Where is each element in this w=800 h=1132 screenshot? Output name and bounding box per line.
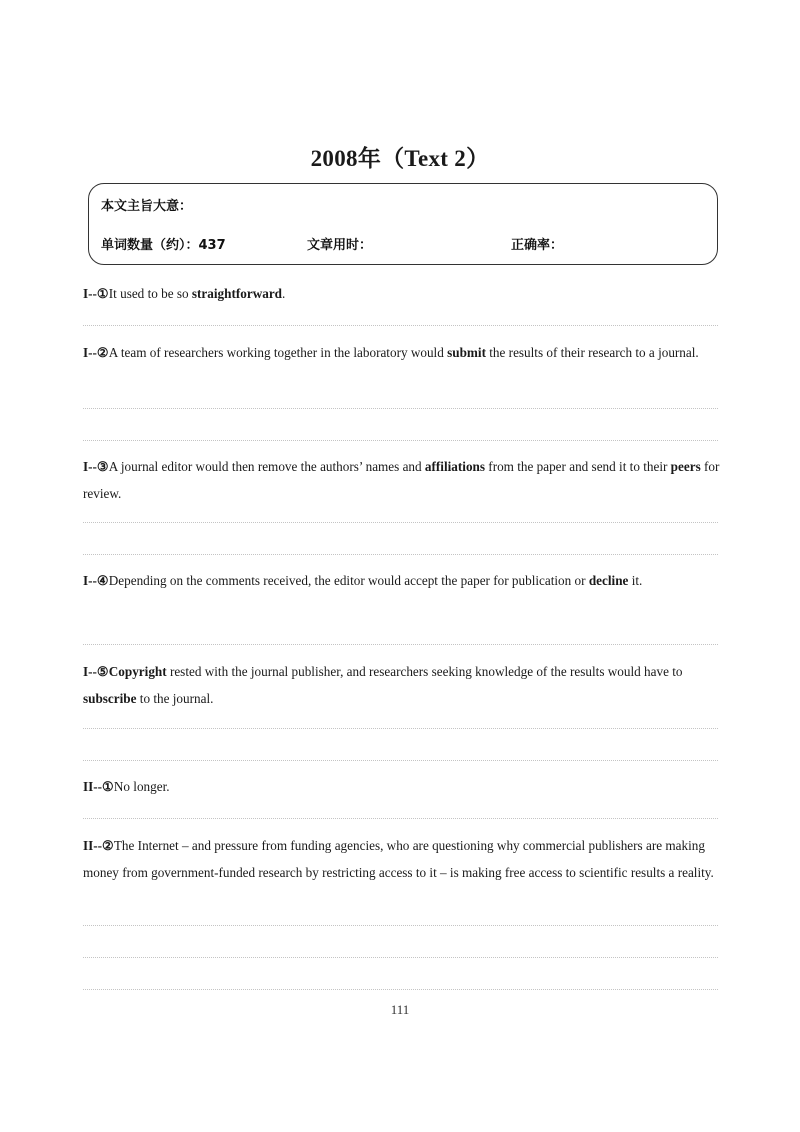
sentence-text: to the journal. xyxy=(136,691,214,706)
sentence-6 xyxy=(83,773,723,800)
sentence-text: from the paper and send it to their xyxy=(485,459,671,474)
answer-line xyxy=(83,957,718,958)
vocab-keyword: straightforward xyxy=(191,286,283,301)
sentence-marker: I--① xyxy=(83,286,109,301)
vocab-keyword: peers xyxy=(670,459,701,474)
summary-box xyxy=(88,183,718,265)
vocab-keyword: Copyright xyxy=(108,664,167,679)
answer-line xyxy=(83,325,718,326)
sentence-text: A team of researchers working together in the laboratory would xyxy=(108,345,448,360)
vocab-keyword: subscribe xyxy=(83,691,137,706)
answer-line xyxy=(83,728,718,729)
sentence-text: it. xyxy=(628,573,643,588)
sentence-text: A journal editor would then remove the authors’ names and xyxy=(108,459,425,474)
answer-line xyxy=(83,989,718,990)
main-idea-label: 本文主旨大意： xyxy=(101,199,193,214)
answer-line xyxy=(83,760,718,761)
answer-line xyxy=(83,818,718,819)
word-count-label: 单词数量（约）：437 xyxy=(101,238,226,253)
sentence-1 xyxy=(83,280,723,307)
answer-line xyxy=(83,440,718,441)
answer-line xyxy=(83,522,718,523)
page-title: 2008年（Text 2） xyxy=(310,146,490,171)
answer-line xyxy=(83,408,718,409)
sentence-text: rested with the journal publisher, and researchers seeking knowledge of the results would have to xyxy=(166,664,683,679)
sentence-text: Depending on the comments received, the editor would accept the paper for publication or xyxy=(108,573,589,588)
sentence-3 xyxy=(83,453,723,507)
sentence-text: The Internet – and pressure from funding agencies, who are questioning why commercial publishers are making money from government-funded research by restricting access to it – is making free access to scientific results a reality. xyxy=(83,838,714,880)
sentence-marker: I--② xyxy=(83,345,109,360)
vocab-keyword: affiliations xyxy=(424,459,485,474)
page-number: 111 xyxy=(390,1002,410,1017)
sentence-marker: I--③ xyxy=(83,459,109,474)
answer-line xyxy=(83,644,718,645)
sentence-4 xyxy=(83,567,723,594)
sentence-text: . xyxy=(282,286,286,301)
sentence-marker: II--① xyxy=(83,779,114,794)
sentence-2 xyxy=(83,339,723,366)
vocab-keyword: submit xyxy=(447,345,486,360)
sentence-text: for review. xyxy=(83,459,720,501)
sentence-5 xyxy=(83,658,723,712)
sentence-marker: II--② xyxy=(83,838,114,853)
reading-time-label: 文章用时： xyxy=(307,238,373,253)
sentence-7 xyxy=(83,832,723,886)
sentence-marker: I--④ xyxy=(83,573,109,588)
sentence-text: the results of their research to a journal. xyxy=(485,345,699,360)
sentence-text: No longer. xyxy=(113,779,170,794)
answer-line xyxy=(83,554,718,555)
accuracy-label: 正确率： xyxy=(511,238,564,253)
sentence-marker: I--⑤ xyxy=(83,664,109,679)
answer-line xyxy=(83,925,718,926)
sentence-text: It used to be so xyxy=(108,286,192,301)
vocab-keyword: decline xyxy=(588,573,629,588)
